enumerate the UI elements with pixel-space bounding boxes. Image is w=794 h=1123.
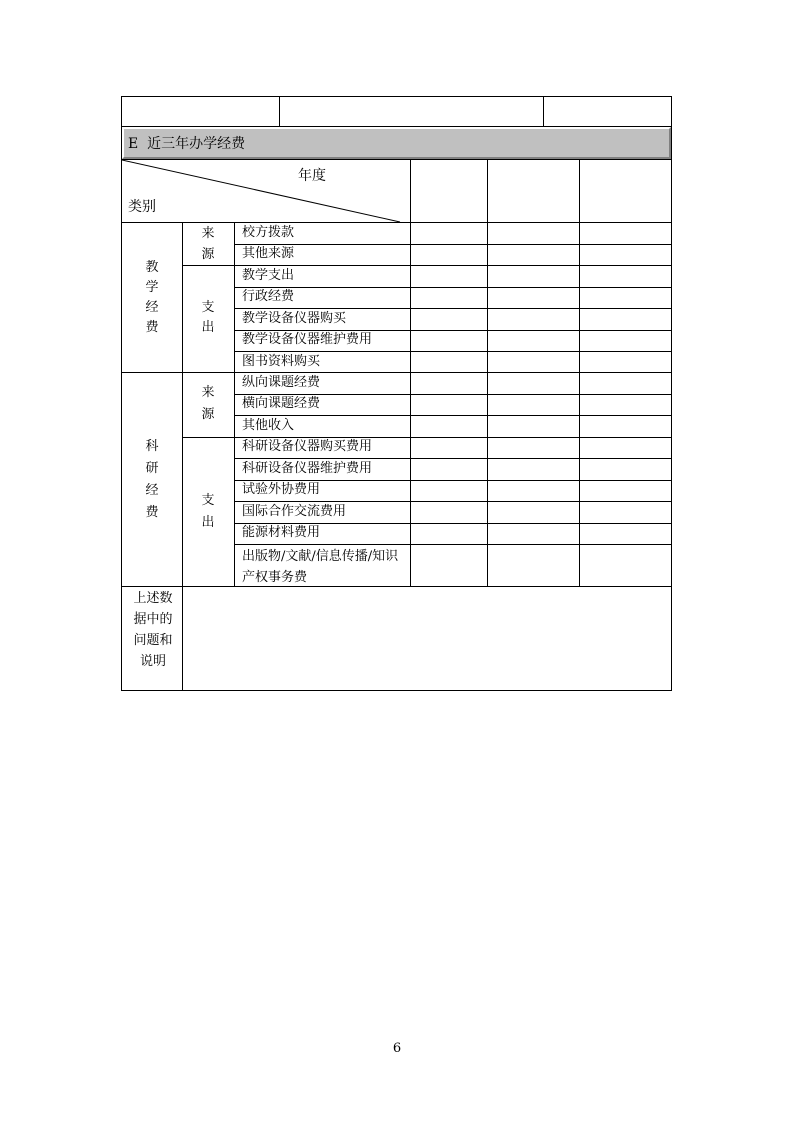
top-table-divider [279,97,280,126]
page-number: 6 [392,1041,402,1056]
row-line [234,415,671,416]
item-label: 国际合作交流费用 [242,504,347,519]
teaching-group-label: 教学经费 [145,260,159,335]
col-line [410,160,411,586]
teaching-source-label: 来源 [201,226,215,262]
item-label: 教学设备仪器购买 [242,311,347,326]
row-line [122,372,671,373]
row-line [182,265,671,266]
row-line [234,308,671,309]
item-label: 其他收入 [242,418,295,433]
item-label: 校方拨款 [242,225,295,240]
teaching-expense-label: 支出 [201,300,215,335]
row-line [234,244,671,245]
item-label: 行政经费 [242,289,295,304]
row-line [234,544,671,545]
research-expense-label: 支出 [201,493,215,530]
item-label: 图书资料购买 [242,354,321,369]
funding-table [121,159,672,691]
item-label-multiline: 出版物/文献/信息传播/知识产权事务费 [242,549,399,585]
row-line [234,458,671,459]
notes-label: 上述数据中的问题和说明 [133,591,173,669]
item-label: 教学支出 [242,268,295,283]
item-label: 教学设备仪器维护费用 [242,332,373,347]
item-label: 横向课题经费 [242,396,321,411]
item-label: 试验外协费用 [242,482,321,497]
item-label: 科研设备仪器维护费用 [242,461,373,476]
row-line [234,351,671,352]
col-line [182,222,183,690]
research-group-label: 科研经费 [145,439,159,520]
item-label: 能源材料费用 [242,525,321,540]
section-title: E 近三年办学经费 [128,136,246,152]
row-line [234,501,671,502]
item-label: 纵向课题经费 [242,375,321,390]
item-label: 其他来源 [242,246,295,261]
category-label: 类别 [128,199,156,215]
row-line [234,287,671,288]
col-line [487,160,488,586]
top-table-divider [543,97,544,126]
section-header [121,126,672,160]
col-line [234,222,235,586]
item-label: 科研设备仪器购买费用 [242,439,373,454]
col-line [579,160,580,586]
year-label: 年度 [298,168,326,184]
top-blank-table [121,96,672,127]
research-source-label: 来源 [201,385,215,422]
header-diagonal-line [122,160,412,223]
